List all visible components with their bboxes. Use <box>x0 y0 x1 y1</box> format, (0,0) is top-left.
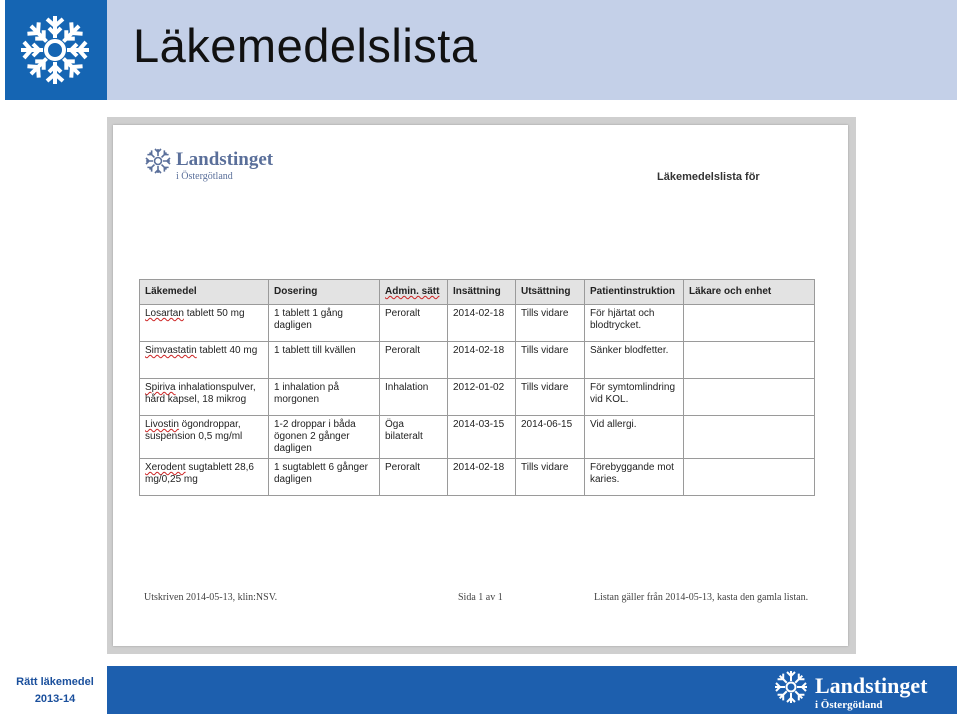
document-footer-printed: Utskriven 2014-05-13, klin:NSV. <box>144 592 278 603</box>
drug-cell <box>140 342 269 379</box>
drug-detail: sugtablett 28,6 mg/0,25 mg <box>145 462 254 485</box>
column-header: Dosering <box>269 280 380 305</box>
document-heading: Läkemedelslista för <box>657 171 760 183</box>
column-header: Insättning <box>448 280 516 305</box>
document-logo <box>144 147 274 182</box>
table-header-row <box>140 280 815 305</box>
drug-cell <box>140 379 269 416</box>
drug-detail: inhalationspulver, hård kapsel, 18 mikrog <box>145 382 256 405</box>
document-flower-logo-icon <box>144 147 172 175</box>
drug-detail: tablett 40 mg <box>196 345 258 356</box>
doctor-cell <box>684 459 815 496</box>
drug-name: Simvastatin <box>145 345 197 356</box>
route-cell: Öga bilateralt <box>380 416 448 459</box>
start-cell: 2014-02-18 <box>448 342 516 379</box>
route-cell: Peroralt <box>380 342 448 379</box>
stop-cell: 2014-06-15 <box>516 416 585 459</box>
stop-cell: Tills vidare <box>516 342 585 379</box>
footer-brand-region: i Östergötland <box>815 699 883 711</box>
table-row <box>140 379 815 416</box>
drug-detail: tablett 50 mg <box>183 308 245 319</box>
column-header: Läkemedel <box>140 280 269 305</box>
document-footer-page: Sida 1 av 1 <box>458 592 503 603</box>
drug-cell <box>140 416 269 459</box>
instruction-cell: Vid allergi. <box>585 416 684 459</box>
start-cell: 2014-02-18 <box>448 459 516 496</box>
document-screenshot <box>107 117 856 654</box>
dosage-cell: 1 tablett 1 gång dagligen <box>269 305 380 342</box>
footer-course-name: Rätt läkemedel <box>16 676 94 688</box>
drug-name: Xerodent <box>145 462 186 473</box>
start-cell: 2014-03-15 <box>448 416 516 459</box>
column-header: Patientinstruktion <box>585 280 684 305</box>
drug-detail: ögondroppar, suspension 0,5 mg/ml <box>145 419 243 442</box>
table-row <box>140 305 815 342</box>
slide-title: Läkemedelslista <box>133 19 478 72</box>
dosage-cell: 1 sugtablett 6 gånger dagligen <box>269 459 380 496</box>
drug-name: Losartan <box>145 308 184 319</box>
document-footer-validity: Listan gäller från 2014-05-13, kasta den gamla listan. <box>594 592 809 603</box>
route-cell: Inhalation <box>380 379 448 416</box>
doctor-cell <box>684 342 815 379</box>
stop-cell: Tills vidare <box>516 459 585 496</box>
column-header <box>380 280 448 305</box>
table-row <box>140 416 815 459</box>
start-cell: 2012-01-02 <box>448 379 516 416</box>
footer-logo <box>772 668 928 711</box>
footer-flower-logo-icon <box>772 668 810 706</box>
route-cell: Peroralt <box>380 459 448 496</box>
dosage-cell: 1 tablett till kvällen <box>269 342 380 379</box>
column-header-text: Admin. sätt <box>385 286 440 297</box>
instruction-cell: Förebyggande mot karies. <box>585 459 684 496</box>
table-row <box>140 459 815 496</box>
doctor-cell <box>684 416 815 459</box>
dosage-cell: 1-2 droppar i båda ögonen 2 gånger dagligen <box>269 416 380 459</box>
header-logo-box <box>5 0 107 100</box>
column-header: Utsättning <box>516 280 585 305</box>
drug-name: Spiriva <box>145 382 176 393</box>
landstinget-flower-logo-icon <box>15 9 95 91</box>
medication-table <box>139 279 815 496</box>
drug-cell <box>140 459 269 496</box>
start-cell: 2014-02-18 <box>448 305 516 342</box>
footer-band <box>107 666 957 714</box>
footer-brand-name: Landstinget <box>815 673 928 698</box>
footer-course-year: 2013-14 <box>34 693 76 705</box>
doctor-cell <box>684 305 815 342</box>
document-brand-region: i Östergötland <box>176 171 233 182</box>
dosage-cell: 1 inhalation på morgonen <box>269 379 380 416</box>
instruction-cell: För hjärtat och blodtrycket. <box>585 305 684 342</box>
table-row <box>140 342 815 379</box>
doctor-cell <box>684 379 815 416</box>
instruction-cell: För symtomlindring vid KOL. <box>585 379 684 416</box>
document-page <box>113 125 848 646</box>
stop-cell: Tills vidare <box>516 305 585 342</box>
route-cell: Peroralt <box>380 305 448 342</box>
instruction-cell: Sänker blodfetter. <box>585 342 684 379</box>
drug-name: Livostin <box>145 419 179 430</box>
column-header: Läkare och enhet <box>684 280 815 305</box>
stop-cell: Tills vidare <box>516 379 585 416</box>
drug-cell <box>140 305 269 342</box>
footer-course-label <box>5 666 105 716</box>
document-brand-name: Landstinget <box>176 149 274 170</box>
